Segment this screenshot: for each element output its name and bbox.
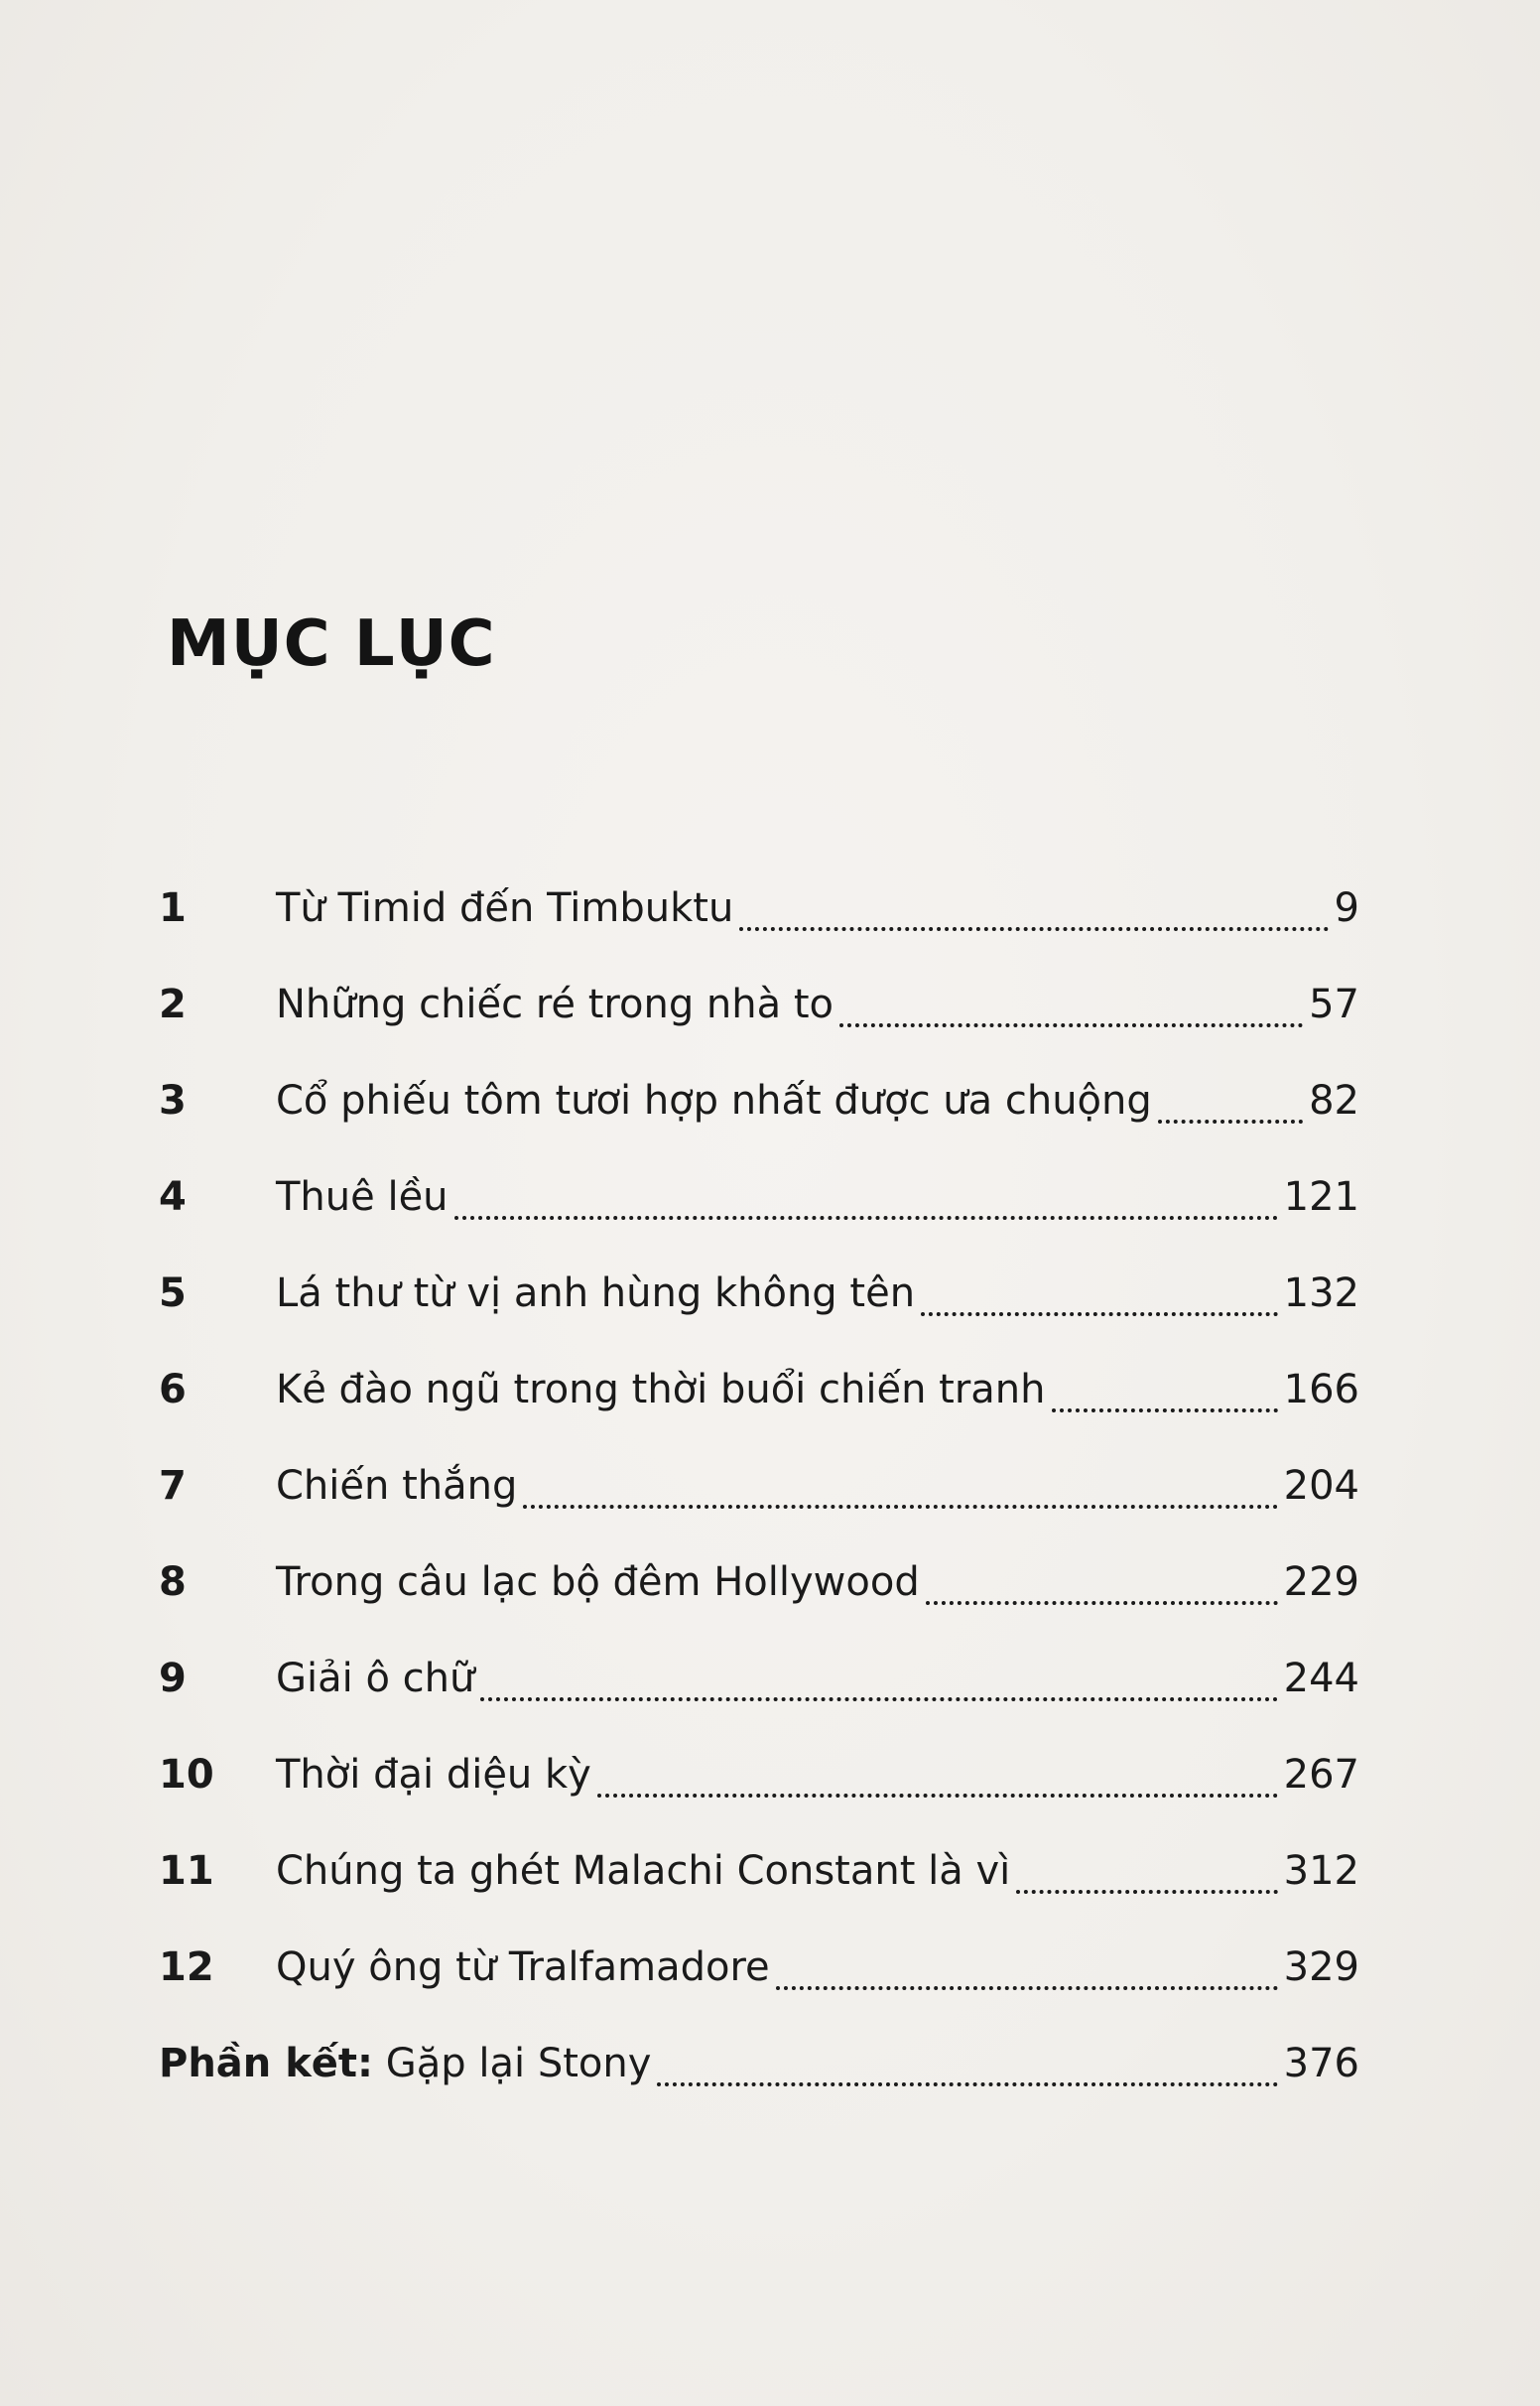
page-number: 376 (1283, 2041, 1359, 2086)
toc-entry-epilogue (159, 2029, 1359, 2098)
dot-leader (1016, 1864, 1277, 1894)
chapter-title: Gặp lại Stony (385, 2041, 652, 2086)
chapter-number: 11 (159, 1848, 214, 1894)
dot-leader (523, 1479, 1277, 1509)
chapter-title: Những chiếc ré trong nhà to (276, 982, 834, 1027)
chapter-title: Từ Timid đến Timbuktu (276, 885, 734, 931)
toc-entry-6 (159, 1355, 1359, 1424)
page-number: 9 (1334, 885, 1359, 931)
dot-leader (454, 1190, 1278, 1220)
chapter-title: Kẻ đào ngũ trong thời buổi chiến tranh (276, 1367, 1046, 1412)
toc-entry-12 (159, 1933, 1359, 2002)
chapter-title: Lá thư từ vị anh hùng không tên (276, 1270, 916, 1316)
toc-entry-9 (159, 1644, 1359, 1713)
page-number: 229 (1283, 1559, 1359, 1605)
chapter-title: Trong câu lạc bộ đêm Hollywood (276, 1559, 920, 1605)
page-number: 121 (1283, 1174, 1359, 1220)
page-number: 132 (1283, 1270, 1359, 1316)
chapter-title: Quý ông từ Tralfamadore (276, 1944, 770, 1990)
dot-leader (1052, 1383, 1278, 1412)
chapter-number: 9 (159, 1656, 187, 1701)
chapter-title: Thời đại diệu kỳ (276, 1752, 591, 1798)
chapter-number: 10 (159, 1752, 214, 1798)
page-number: 57 (1309, 982, 1359, 1027)
page-number: 312 (1283, 1848, 1359, 1894)
chapter-number: 7 (159, 1463, 187, 1509)
chapter-number: 2 (159, 982, 187, 1027)
chapter-number: 8 (159, 1559, 187, 1605)
chapter-title: Thuê lều (276, 1174, 449, 1220)
chapter-number: 5 (159, 1270, 187, 1316)
toc-entry-7 (159, 1451, 1359, 1521)
page-number: 82 (1309, 1078, 1359, 1124)
epilogue-prefix: Phần kết: (159, 2041, 374, 2086)
dot-leader (776, 1960, 1278, 1990)
chapter-number: 3 (159, 1078, 187, 1124)
page-number: 244 (1283, 1656, 1359, 1701)
page-title: MỤC LỤC (167, 607, 496, 681)
page-number: 329 (1283, 1944, 1359, 1990)
chapter-number: 12 (159, 1944, 214, 1990)
dot-leader (597, 1768, 1278, 1798)
chapter-number: 1 (159, 885, 187, 931)
page-number: 267 (1283, 1752, 1359, 1798)
toc-entry-3 (159, 1066, 1359, 1136)
toc-entry-11 (159, 1836, 1359, 1906)
page-number: 204 (1283, 1463, 1359, 1509)
dot-leader (739, 901, 1328, 931)
dot-leader (480, 1671, 1277, 1701)
toc-entry-10 (159, 1740, 1359, 1809)
toc-entry-8 (159, 1547, 1359, 1617)
chapter-number: 4 (159, 1174, 187, 1220)
toc-entry-1 (159, 873, 1359, 943)
dot-leader (1158, 1094, 1303, 1124)
dot-leader (926, 1575, 1278, 1605)
dot-leader (839, 998, 1303, 1027)
chapter-title: Giải ô chữ (276, 1656, 475, 1701)
chapter-title: Cổ phiếu tôm tươi hợp nhất được ưa chuộng (276, 1078, 1152, 1124)
chapter-number: 6 (159, 1367, 187, 1412)
chapter-title: Chiến thắng (276, 1463, 518, 1509)
dot-leader (657, 2057, 1277, 2086)
page-number: 166 (1283, 1367, 1359, 1412)
toc-entry-4 (159, 1162, 1359, 1232)
toc-entry-2 (159, 970, 1359, 1039)
dot-leader (921, 1286, 1278, 1316)
toc-entry-5 (159, 1259, 1359, 1328)
chapter-title: Chúng ta ghét Malachi Constant là vì (276, 1848, 1011, 1894)
